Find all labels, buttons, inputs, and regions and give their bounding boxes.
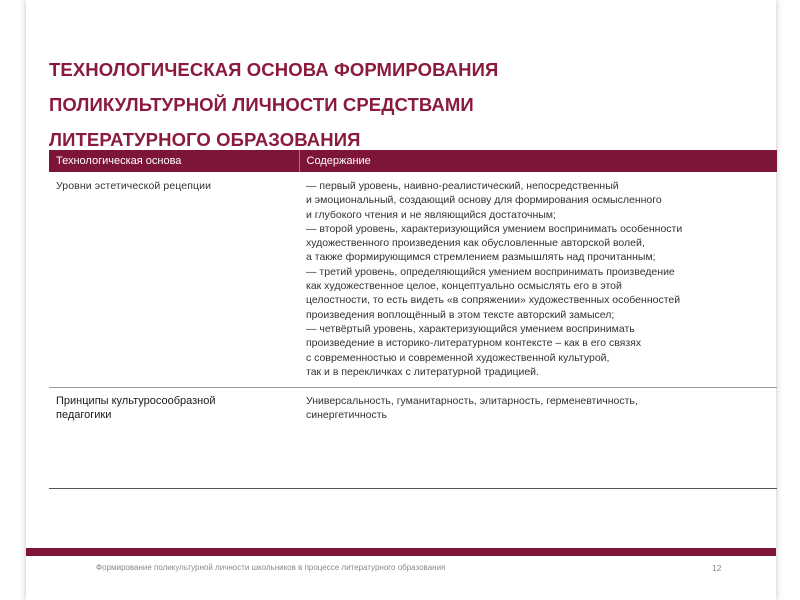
table-row [49,388,777,489]
header-technological-basis: Технологическая основа [49,150,299,172]
content-line: Универсальность, гуманитарность, элитарность, герменевтичность, [306,395,638,408]
header-content: Содержание [299,150,777,172]
title-line-2: ПОЛИКУЛЬТУРНОЙ ЛИЧНОСТИ СРЕДСТВАМИ [49,94,474,115]
title-line-3: ЛИТЕРАТУРНОГО ОБРАЗОВАНИЯ [49,129,361,150]
row-content-aesthetic-reception [299,172,777,388]
content-line: синергетичность [306,409,387,422]
label-line: педагогики [56,409,112,422]
content-line: как художественное целое, концептуально осмыслять его в этой [306,280,622,293]
table-row [49,172,777,388]
content-line: с современностью и современной художественной культурой, [306,351,610,364]
content-line: а также формирующимся стремлением размышлять над прочитанным; [306,251,656,264]
table-header-row [49,150,777,172]
content-line: так и в перекличках с литературной традицией. [306,365,539,378]
content-line: — второй уровень, характеризующийся умением воспринимать особенности [306,222,683,235]
content-line: — первый уровень, наивно-реалистический, непосредственный [306,180,619,192]
row-label-principles [49,388,299,489]
label-line: Принципы культуросообразной [56,395,216,408]
content-line: произведение в историко-литературном контексте – как в его связях [306,337,642,350]
content-line: — третий уровень, определяющийся умением воспринимать произведение [306,265,675,278]
content-line: художественного произведения как обусловленные авторской волей, [306,237,645,250]
row-content-principles [299,388,777,489]
content-table-wrapper [49,150,777,489]
content-table [49,150,777,489]
title-line-1: ТЕХНОЛОГИЧЕСКАЯ ОСНОВА ФОРМИРОВАНИЯ [49,59,499,80]
page-number: 12 [712,563,722,573]
content-line: и глубокого чтения и не являющийся достаточным; [306,208,556,221]
content-line: и эмоциональный, создающий основу для формирования осмысленного [306,194,662,207]
row-label-aesthetic-reception: Уровни эстетической рецепции [49,172,299,388]
footer-accent-bar [26,548,776,556]
content-line: целостности, то есть видеть «в сопряжении» художественных особенностей [306,294,681,307]
slide-title [49,52,749,157]
content-line: — четвёртый уровень, характеризующийся умением воспринимать [306,322,635,335]
slide [26,0,776,600]
content-line: произведения воплощённый в этом тексте авторский замысел; [306,308,615,321]
footer-text: Формирование поликультурной личности школьников в процессе литературного образования [96,563,446,572]
